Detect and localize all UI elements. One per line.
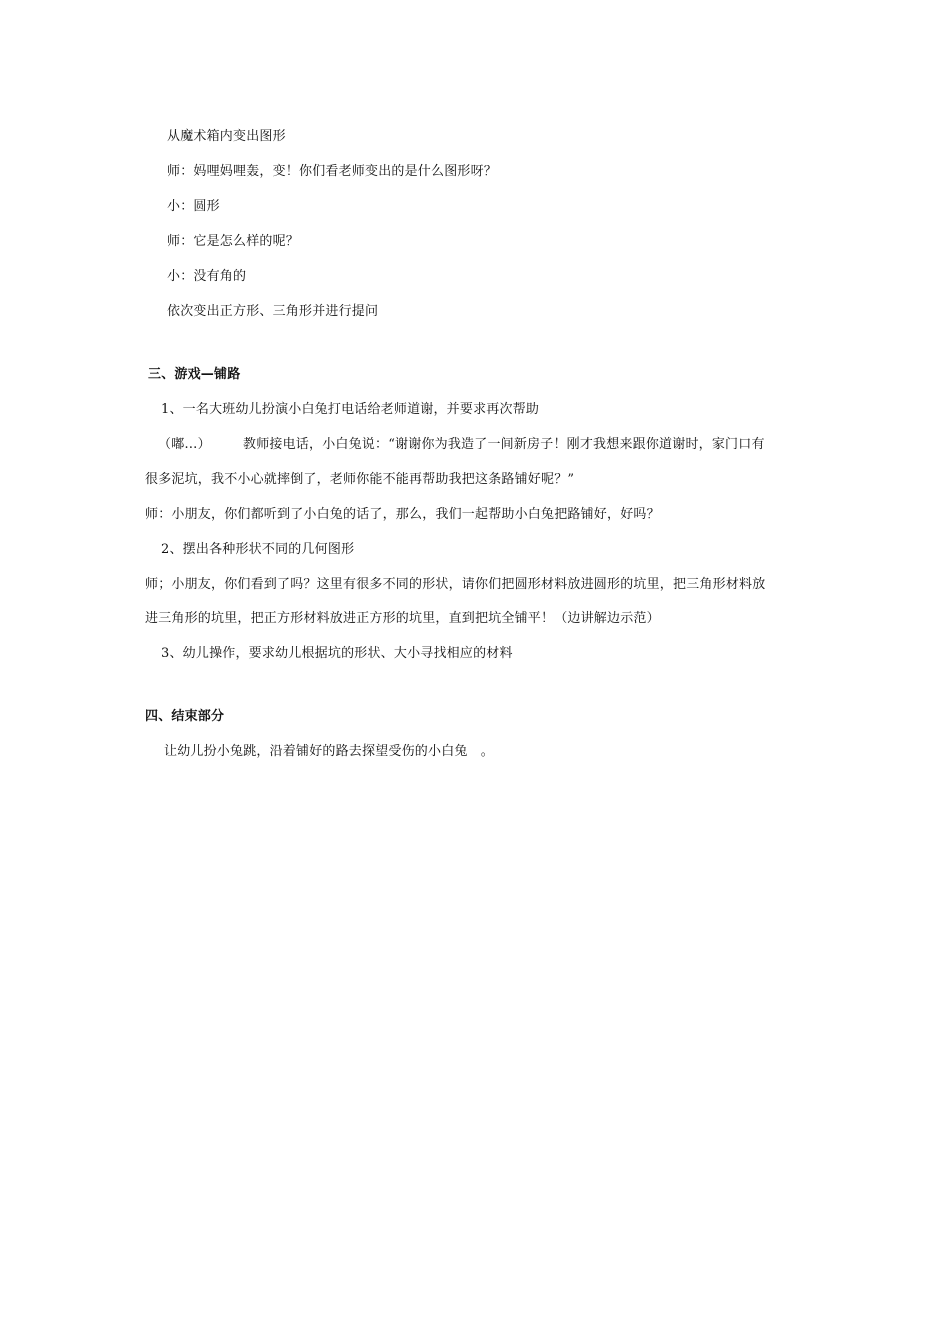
- text-child-answer-no-corners: 小：没有角的: [167, 269, 247, 284]
- dialog-line-2: 很多泥坑，我不小心就摔倒了，老师你能不能再帮助我把这条路铺好呢？”: [145, 472, 575, 487]
- step2-text: 2、摆出各种形状不同的几何图形: [161, 542, 355, 557]
- step3-text: 3、幼儿操作，要求幼儿根据坑的形状、大小寻找相应的材料: [161, 646, 513, 661]
- text-magic-box: 从魔术箱内变出图形: [167, 129, 286, 144]
- text-teacher-question: 师：妈哩妈哩轰，变！你们看老师变出的是什么图形呀？: [167, 164, 498, 179]
- teacher-line-2b: 进三角形的坑里，把正方形材料放进正方形的坑里，直到把坑全铺平！（边讲解边示范）: [145, 611, 660, 626]
- step1-text: 1、一名大班幼儿扮演小白兔打电话给老师道谢，并要求再次帮助: [161, 402, 540, 417]
- text-sequence-shapes: 依次变出正方形、三角形并进行提问: [167, 304, 379, 319]
- ending-text: 让幼儿扮小兔跳，沿着铺好的路去探望受伤的小白兔 。: [164, 744, 495, 759]
- teacher-line-2a: 师；小朋友，你们看到了吗？这里有很多不同的形状，请你们把圆形材料放进圆形的坑里，把三角形材料放: [145, 577, 766, 592]
- dialog-line-1: 教师接电话，小白兔说：“谢谢你为我造了一间新房子！刚才我想来跟你道谢时，家门口有: [243, 437, 765, 452]
- text-child-answer-circle: 小：圆形: [167, 199, 220, 214]
- section4-heading: 四、结束部分: [145, 709, 225, 724]
- teacher-line-1: 师：小朋友，你们都听到了小白兔的话了，那么，我们一起帮助小白兔把路铺好，好吗？: [145, 507, 660, 522]
- sound-text: （嘟…）: [158, 437, 211, 452]
- text-teacher-question-2: 师：它是怎么样的呢？: [167, 234, 300, 249]
- section3-heading: 三、游戏—铺路: [148, 367, 241, 382]
